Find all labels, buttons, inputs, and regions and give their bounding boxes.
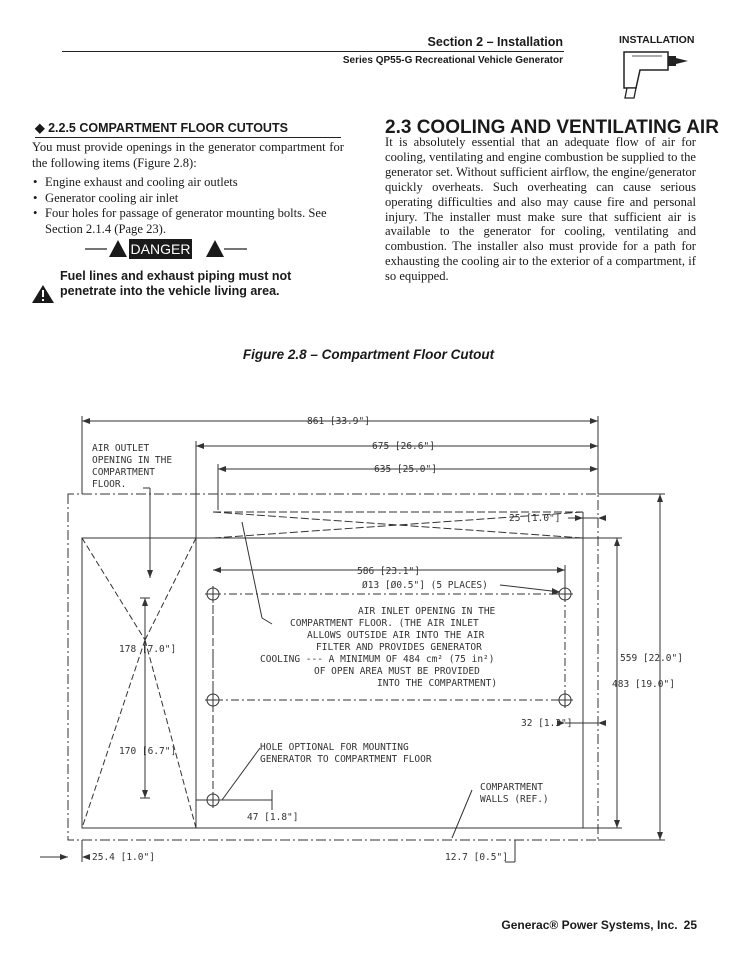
- list-item: • Generator cooling air inlet: [32, 191, 344, 207]
- dimension-label-586: 586 [23.1"]: [357, 566, 420, 577]
- dimension-label-178: 178 [7.0"]: [119, 644, 177, 655]
- figure-caption: Figure 2.8 – Compartment Floor Cutout: [242, 347, 495, 362]
- leader-line: [262, 618, 272, 624]
- dimension-label-47: 47 [1.8"]: [247, 812, 299, 823]
- leader-line: [500, 585, 560, 592]
- dimension-label-483: 483 [19.0"]: [612, 679, 675, 690]
- danger-message: Fuel lines and exhaust piping must not penetrate into the vehicle living area.: [60, 269, 292, 298]
- outlet-note-line: FLOOR.: [92, 479, 127, 490]
- compartment-cutouts-heading: ◆ 2.2.5 COMPARTMENT FLOOR CUTOUTS: [35, 121, 288, 135]
- inlet-note-line: FILTER AND PROVIDES GENERATOR: [316, 642, 482, 653]
- dimension-label-675: 675 [26.6"]: [372, 441, 435, 452]
- header-section-title: Section 2 – Installation: [427, 35, 563, 49]
- walls-note-line: COMPARTMENT: [480, 782, 543, 793]
- cooling-air-body: It is absolutely essential that an adequate flow of air for cooling, ventilating and engine combustion be supplied to the generator set. Without sufficient airflow, the engine/generator quickly overheats. Such overheating can cause serious operating difficulties and also may cause fire and personal injury. The installer must make sure that sufficient air is available to the generator for cooling, ventilating and combustion. The installer also must provide for a path for exhausting the cooling air to the exterior of a compartment, if so equipped.: [385, 135, 696, 284]
- inlet-note-line: AIR INLET OPENING IN THE: [358, 606, 496, 617]
- outlet-note-line: OPENING IN THE: [92, 455, 173, 466]
- air-outlet-diagonal: [82, 640, 145, 828]
- dimension-label-635: 635 [25.0"]: [374, 464, 437, 475]
- air-outlet-diagonal: [82, 538, 145, 640]
- dimension-label-170: 170 [6.7"]: [119, 746, 177, 757]
- dimension-label-25-top: 25 [1.0"]: [509, 513, 561, 524]
- dimension-label-861: 861 [33.9"]: [307, 416, 370, 427]
- header-rule: [62, 51, 564, 52]
- danger-banner: [85, 237, 295, 261]
- page-number: 25: [683, 918, 697, 932]
- holes-label: Ø13 [Ø0.5"] (5 PLACES): [362, 580, 488, 591]
- cooling-air-heading: 2.3 COOLING AND VENTILATING AIR: [385, 117, 719, 138]
- inlet-note-line: OF OPEN AREA MUST BE PROVIDED: [314, 666, 480, 677]
- leader-line: [222, 748, 260, 800]
- hole-note-line: GENERATOR TO COMPARTMENT FLOOR: [260, 754, 432, 765]
- list-item: • Engine exhaust and cooling air outlets: [32, 175, 344, 191]
- dimension-label-32: 32 [1.3"]: [521, 718, 573, 729]
- walls-note-line: WALLS (REF.): [480, 794, 549, 805]
- hole-note-line: HOLE OPTIONAL FOR MOUNTING: [260, 742, 409, 753]
- outlet-note-line: AIR OUTLET: [92, 443, 150, 454]
- dimension-label-559: 559 [22.0"]: [620, 653, 683, 664]
- footer-company: Generac® Power Systems, Inc.: [501, 918, 678, 932]
- air-outlet-diagonal: [145, 640, 196, 828]
- inlet-note-line: COOLING --- A MINIMUM OF 484 cm² (75 in²): [260, 654, 495, 665]
- header-installation-tag: INSTALLATION: [619, 34, 695, 46]
- heading-rule: [35, 137, 341, 138]
- header-series-title: Series QP55-G Recreational Vehicle Generator: [342, 55, 563, 66]
- air-outlet-diagonal: [145, 538, 196, 640]
- inlet-note-line: COMPARTMENT FLOOR. (THE AIR INLET: [290, 618, 479, 629]
- danger-badge: DANGER: [130, 241, 191, 257]
- warning-triangle-icon: [32, 285, 54, 303]
- drill-icon: [622, 48, 692, 100]
- list-item: • Four holes for passage of generator mounting bolts. See Section 2.1.4 (Page 23).: [32, 206, 344, 237]
- leader-line: [452, 790, 472, 838]
- dimension-label-25-4: 25.4 [1.0"]: [92, 852, 155, 863]
- inlet-note-line: INTO THE COMPARTMENT): [377, 678, 498, 689]
- dimension-label-12-7: 12.7 [0.5"]: [445, 852, 508, 863]
- compartment-cutouts-body: You must provide openings in the generator compartment for the following items (Figure 2.8):: [32, 140, 344, 170]
- outlet-note-line: COMPARTMENT: [92, 467, 155, 478]
- inlet-note-line: ALLOWS OUTSIDE AIR INTO THE AIR: [307, 630, 485, 641]
- cutout-items-list: [32, 175, 344, 237]
- compartment-floor-cutout-drawing: [0, 400, 737, 880]
- page-footer: [420, 918, 697, 932]
